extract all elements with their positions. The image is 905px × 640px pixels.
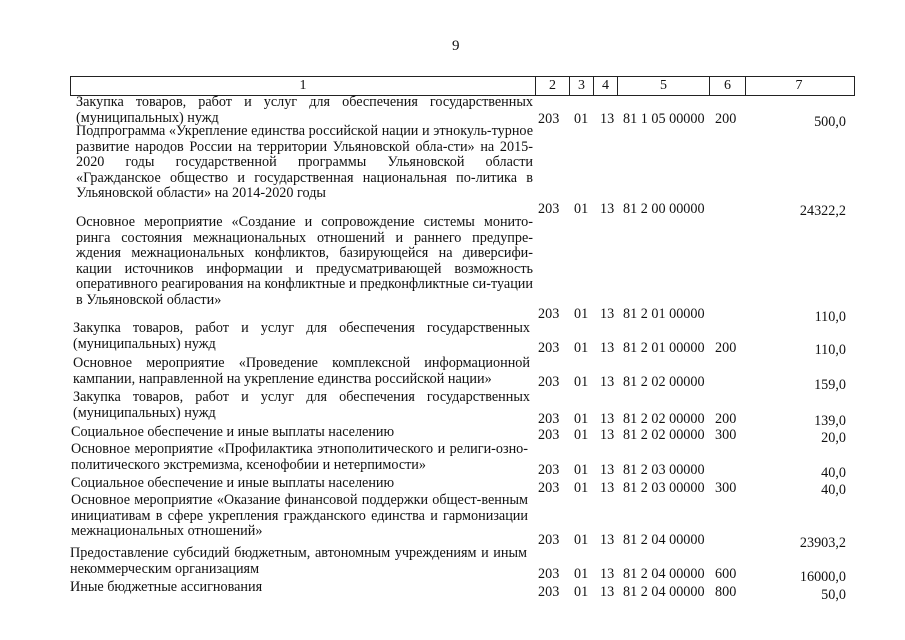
row-col-7: 16000,0	[799, 569, 846, 585]
row-col-2: 203	[538, 111, 560, 127]
row-col-7: 23903,2	[799, 535, 846, 551]
row-col-4: 13	[600, 201, 615, 217]
row-col-3: 01	[574, 111, 589, 127]
row-col-3: 01	[574, 201, 589, 217]
row-col-4: 13	[600, 340, 615, 356]
row-col-5: 81 2 04 00000	[623, 532, 705, 548]
row-col-2: 203	[538, 584, 560, 600]
row-col-5: 81 2 00 00000	[623, 201, 705, 217]
row-description: Подпрограмма «Укрепление единства российской нации и этнокуль-турное развитие народов России на территории Ульяновской обла-сти» на 2015-2020 годы государственной программы Ульяновской области «Гражданское общество и государственная национальная по-литика в Ульяновской области» на 2014-2020 годы	[76, 123, 533, 202]
row-col-2: 203	[538, 480, 560, 496]
row-col-5: 81 2 02 00000	[623, 427, 705, 443]
row-col-3: 01	[574, 340, 589, 356]
header-col-1: 1	[71, 77, 536, 95]
row-col-4: 13	[600, 306, 615, 322]
row-col-5: 81 2 02 00000	[623, 411, 705, 427]
row-col-2: 203	[538, 411, 560, 427]
row-col-2: 203	[538, 462, 560, 478]
row-col-3: 01	[574, 427, 589, 443]
row-description: Социальное обеспечение и иные выплаты населению	[71, 475, 395, 491]
header-col-2: 2	[536, 77, 570, 95]
row-col-2: 203	[538, 340, 560, 356]
row-col-5: 81 2 03 00000	[623, 462, 705, 478]
row-description: Предоставление субсидий бюджетным, автономным учреждениям и иным некоммерческим организациям	[70, 545, 527, 577]
row-col-3: 01	[574, 411, 589, 427]
row-col-4: 13	[600, 111, 615, 127]
row-description: Основное мероприятие «Оказание финансовой поддержки общест-венным инициативам в сфере укрепления гражданского единства и гармонизации межнациональных отношений»	[71, 492, 528, 540]
row-col-5: 81 2 01 00000	[623, 306, 705, 322]
header-col-5: 5	[618, 77, 710, 95]
row-col-6: 300	[715, 480, 737, 496]
header-col-6: 6	[710, 77, 746, 95]
row-col-3: 01	[574, 306, 589, 322]
row-col-6: 200	[715, 111, 737, 127]
row-col-3: 01	[574, 480, 589, 496]
row-col-5: 81 2 04 00000	[623, 566, 705, 582]
row-col-4: 13	[600, 584, 615, 600]
row-col-3: 01	[574, 462, 589, 478]
row-col-7: 110,0	[814, 309, 846, 325]
row-col-7: 20,0	[821, 430, 846, 446]
row-description: Основное мероприятие «Проведение комплексной информационной кампании, направленной на укрепление единства российской нации»	[73, 355, 530, 387]
row-col-7: 139,0	[814, 413, 846, 429]
row-col-2: 203	[538, 566, 560, 582]
row-col-7: 40,0	[821, 482, 846, 498]
row-col-6: 200	[715, 340, 737, 356]
row-col-4: 13	[600, 480, 615, 496]
row-col-4: 13	[600, 374, 615, 390]
row-description: Закупка товаров, работ и услуг для обеспечения государственных (муниципальных) нужд	[73, 389, 530, 421]
row-col-7: 50,0	[821, 587, 846, 603]
row-col-5: 81 2 02 00000	[623, 374, 705, 390]
row-col-6: 600	[715, 566, 737, 582]
row-col-4: 13	[600, 427, 615, 443]
row-col-6: 300	[715, 427, 737, 443]
row-col-2: 203	[538, 427, 560, 443]
row-col-2: 203	[538, 306, 560, 322]
row-col-4: 13	[600, 532, 615, 548]
header-col-7: 7	[795, 78, 803, 93]
row-col-5: 81 2 01 00000	[623, 340, 705, 356]
row-col-2: 203	[538, 532, 560, 548]
row-col-7: 500,0	[814, 114, 846, 130]
header-col-3: 3	[570, 77, 594, 95]
row-col-7: 110,0	[814, 342, 846, 358]
row-col-6: 200	[715, 411, 737, 427]
row-description: Социальное обеспечение и иные выплаты населению	[71, 424, 395, 440]
row-col-6: 800	[715, 584, 737, 600]
row-col-5: 81 1 05 00000	[623, 111, 705, 127]
row-col-3: 01	[574, 566, 589, 582]
row-col-4: 13	[600, 566, 615, 582]
row-col-3: 01	[574, 374, 589, 390]
row-col-5: 81 2 04 00000	[623, 584, 705, 600]
page-number: 9	[452, 38, 460, 54]
row-col-4: 13	[600, 411, 615, 427]
row-col-3: 01	[574, 584, 589, 600]
header-col-4: 4	[594, 77, 618, 95]
row-description: Закупка товаров, работ и услуг для обеспечения государственных (муниципальных) нужд	[73, 320, 530, 352]
row-col-2: 203	[538, 201, 560, 217]
row-col-5: 81 2 03 00000	[623, 480, 705, 496]
row-description: Закупка товаров, работ и услуг для обеспечения государственных (муниципальных) нужд	[76, 94, 533, 126]
row-col-7: 159,0	[814, 377, 846, 393]
row-description: Основное мероприятие «Создание и сопровождение системы монито-ринга состояния межнациональных отношений и раннего предупре-ждения межнациональных конфликтов, базирующейся на диверсифи-кации источников информации и предусматривающей возможность оперативного реагирования на конфликтные и предконфликтные си-туации в Ульяновской области»	[76, 214, 533, 308]
row-col-7: 40,0	[821, 465, 846, 481]
row-description: Основное мероприятие «Профилактика этнополитического и религи-озно-политического экстремизма, ксенофобии и нетерпимости»	[71, 441, 528, 473]
row-col-2: 203	[538, 374, 560, 390]
table-header	[70, 76, 855, 96]
row-col-3: 01	[574, 532, 589, 548]
row-col-4: 13	[600, 462, 615, 478]
row-description: Иные бюджетные ассигнования	[70, 579, 263, 595]
row-col-7: 24322,2	[799, 203, 846, 219]
